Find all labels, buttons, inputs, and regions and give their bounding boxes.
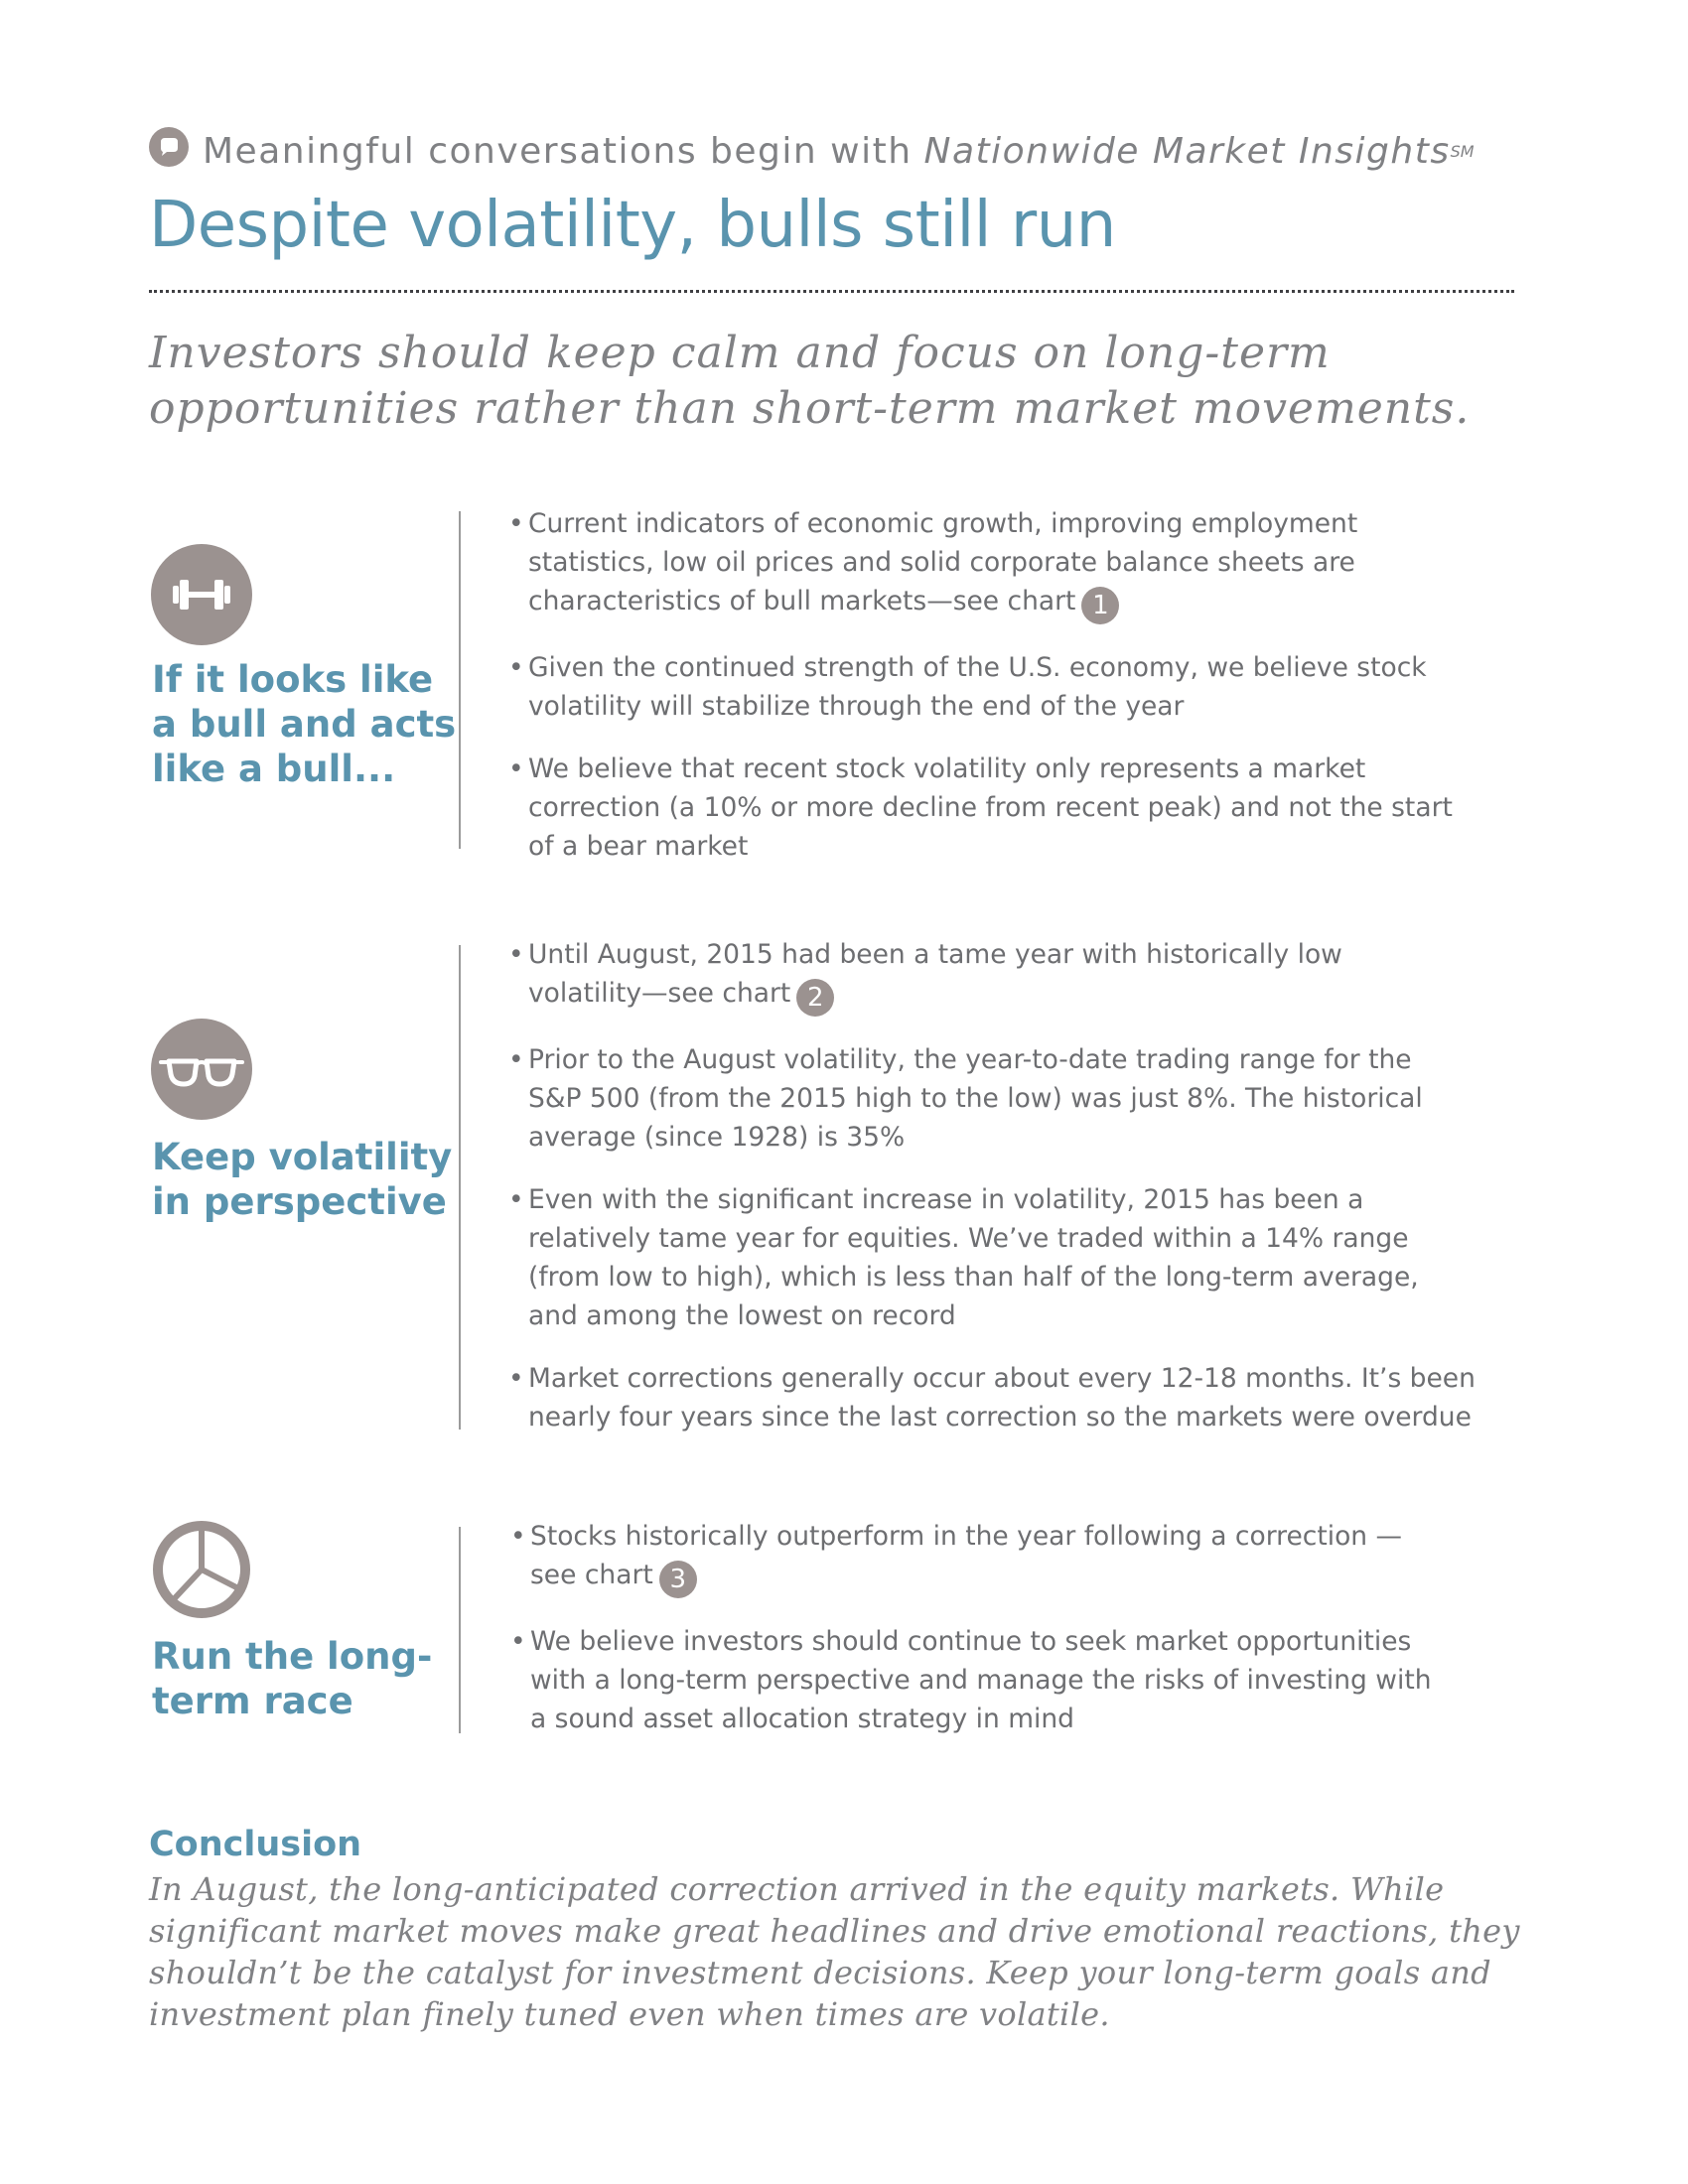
bullet-item — [508, 1359, 1521, 1436]
page-title: Despite volatility, bulls still run — [149, 189, 1116, 262]
bullet-line: statistics, low oil prices and solid corporate balance sheets are — [528, 547, 1355, 578]
bullet-line: S&P 500 (from the 2015 high to the low) was just 8%. The historical — [528, 1083, 1423, 1114]
pie-chart-icon — [151, 1519, 252, 1620]
chart-reference-badge: 2 — [796, 979, 834, 1017]
chart-reference-badge: 1 — [1081, 587, 1119, 624]
bullet-list — [508, 935, 1521, 1436]
bullet-list — [508, 504, 1521, 866]
bullet-line: and among the lowest on record — [528, 1300, 956, 1331]
speech-bubble-icon — [149, 127, 189, 176]
barbell-icon — [151, 544, 252, 645]
conclusion-line: significant market moves make great headlines and drive emotional reactions, they — [149, 1912, 1520, 1950]
bullet-list — [510, 1517, 1523, 1738]
brand-name: Nationwide Market Insights — [923, 131, 1451, 172]
heading-line: If it looks like — [152, 658, 434, 701]
conclusion-line: shouldn’t be the catalyst for investment decisions. Keep your long-term goals and — [149, 1954, 1491, 1991]
bullet-line: • Current indicators of economic growth, improving employment — [528, 508, 1358, 539]
bullet-line: • Stocks historically outperform in the year following a correction — — [530, 1521, 1403, 1552]
chart-reference-badge: 3 — [659, 1561, 697, 1598]
header-tagline — [149, 127, 1475, 176]
bullet-line: • Until August, 2015 had been a tame year with historically low — [528, 939, 1342, 970]
bullet-item — [508, 504, 1521, 624]
bullet-line: • Given the continued strength of the U.S. economy, we believe stock — [528, 652, 1427, 683]
section-divider — [459, 511, 461, 849]
page-subtitle: Investors should keep calm and focus on long-term opportunities rather than short-term market movements. — [149, 328, 1471, 434]
bullet-item — [508, 1180, 1521, 1335]
heading-line: in perspective — [152, 1180, 447, 1223]
section-divider — [459, 1527, 461, 1733]
bullet-line: relatively tame year for equities. We’ve traded within a 14% range — [528, 1223, 1409, 1254]
bullet-item — [508, 1040, 1521, 1157]
section-heading-bull — [152, 657, 457, 791]
bullet-line: • We believe that recent stock volatility only represents a market — [528, 753, 1366, 784]
bullet-line: nearly four years since the last correction so the markets were overdue — [528, 1402, 1472, 1433]
glasses-icon — [151, 1019, 252, 1120]
bullet-line: • Market corrections generally occur about every 12-18 months. It’s been — [528, 1363, 1476, 1394]
conclusion-text — [149, 1868, 1539, 2035]
bullet-item — [508, 648, 1521, 726]
conclusion-line: investment plan finely tuned even when times are volatile. — [149, 1995, 1110, 2033]
heading-line: Run the long- — [152, 1635, 433, 1678]
heading-line: term race — [152, 1680, 353, 1722]
bullet-line: correction (a 10% or more decline from recent peak) and not the start — [528, 792, 1453, 823]
bullet-line: a sound asset allocation strategy in mind — [530, 1704, 1074, 1734]
tagline-text: Meaningful conversations begin with — [203, 131, 913, 172]
service-mark: SM — [1450, 142, 1475, 161]
bullet-line: with a long-term perspective and manage the risks of investing with — [530, 1665, 1432, 1696]
bullet-line: average (since 1928) is 35% — [528, 1122, 906, 1153]
heading-line: Keep volatility — [152, 1136, 453, 1178]
bullet-line: volatility—see chart — [528, 978, 791, 1009]
bullet-line: volatility will stabilize through the end of the year — [528, 691, 1185, 722]
bullet-item — [508, 750, 1521, 866]
bullet-line: • We believe investors should continue to seek market opportunities — [530, 1626, 1412, 1657]
bullet-line: of a bear market — [528, 831, 749, 862]
heading-line: like a bull... — [152, 748, 396, 790]
section-divider — [459, 945, 461, 1430]
section-heading-long-term — [152, 1634, 450, 1723]
bullet-line: • Prior to the August volatility, the year-to-date trading range for the — [528, 1044, 1412, 1075]
dotted-divider — [149, 290, 1514, 293]
bullet-line: characteristics of bull markets—see chart — [528, 586, 1076, 616]
conclusion-heading: Conclusion — [149, 1825, 362, 1864]
bullet-line: (from low to high), which is less than half of the long-term average, — [528, 1262, 1419, 1293]
bullet-line: see chart — [530, 1560, 653, 1590]
bullet-item — [510, 1517, 1523, 1598]
section-heading-volatility — [152, 1135, 453, 1224]
bullet-item — [508, 935, 1521, 1017]
bullet-item — [510, 1622, 1523, 1738]
heading-line: a bull and acts — [152, 703, 457, 746]
bullet-line: • Even with the significant increase in volatility, 2015 has been a — [528, 1184, 1364, 1215]
conclusion-line: In August, the long-anticipated correction arrived in the equity markets. While — [149, 1870, 1445, 1908]
